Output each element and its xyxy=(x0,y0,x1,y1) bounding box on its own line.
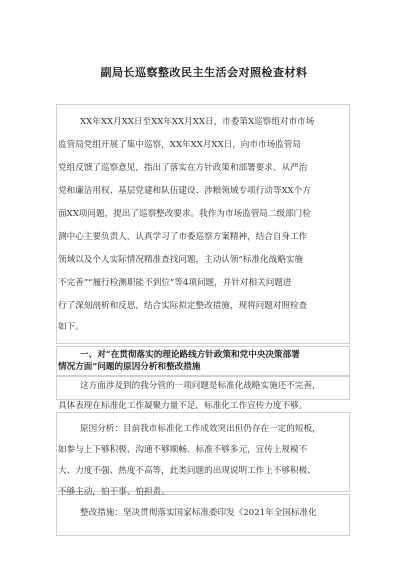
text-line: 党和廉洁用权、基层党建和队伍建设、涉粮领域专项行动等XX个方 xyxy=(58,186,311,196)
text-line: XX年XX月XX日至XX年XX月XX日，市委第X巡察组对市市场 xyxy=(80,117,315,127)
text-line: 如参与上下够积极、沟通不够顺畅、标准不够多元，宣传上规模不 xyxy=(58,445,308,455)
text-line: 不完善”“履行检测职能不到位”等4项问题，并针对相关问题进 xyxy=(58,278,292,288)
text-line: 党组反馈了巡察意见，指出了落实在方针政策和部署要求、从严治 xyxy=(58,163,308,173)
text-line: 具体表现在标准化工作凝聚力量不足，标准化工作宣传力度不够。 xyxy=(58,401,308,411)
text-line: 这方面涉及到的我分管的一项问题是标准化战略实施还不完善， xyxy=(80,381,321,391)
section-heading-line: 一、对“在贯彻落实的理论路线方针政策和党中央决策部署 xyxy=(80,350,300,360)
text-line: 监管局党组开展了集中巡察，XX年XX月XX日，向市市场监管局 xyxy=(58,140,301,150)
text-line: 领域以及个人实际情况精准查找问题，主动认领“标准化战略实施 xyxy=(58,255,304,265)
document-title: 副局长巡察整改民主生活会对照检查材料 xyxy=(100,66,308,79)
text-line: 大、力度不强、热度不高等，此类问题的出现说明工作上不够积极、 xyxy=(58,466,316,476)
text-line: 如下。 xyxy=(58,322,84,332)
text-line: 不够主动，怕干事、怕担责。 xyxy=(58,487,170,497)
text-line: 原因分析：目前我市标准化工作成效突出但仍存在一定的短板， xyxy=(80,424,321,434)
text-line: 行了深刻剖析和反思，结合实际拟定整改措施，现将问题对照检查 xyxy=(58,301,308,311)
text-line: 面XX项问题，提出了巡察整改要求。我作为市场监管局二级部门检 xyxy=(58,209,311,219)
section-heading-line: 情况方面”问题的原因分析和整改措施 xyxy=(58,362,201,372)
text-line: 整改措施：坚决贯彻落实国家标准委印发《2021年全国标准化 xyxy=(80,508,317,518)
text-line: 测中心主要负责人，认真学习了市委巡察方案精神，结合自身工作 xyxy=(58,232,308,242)
